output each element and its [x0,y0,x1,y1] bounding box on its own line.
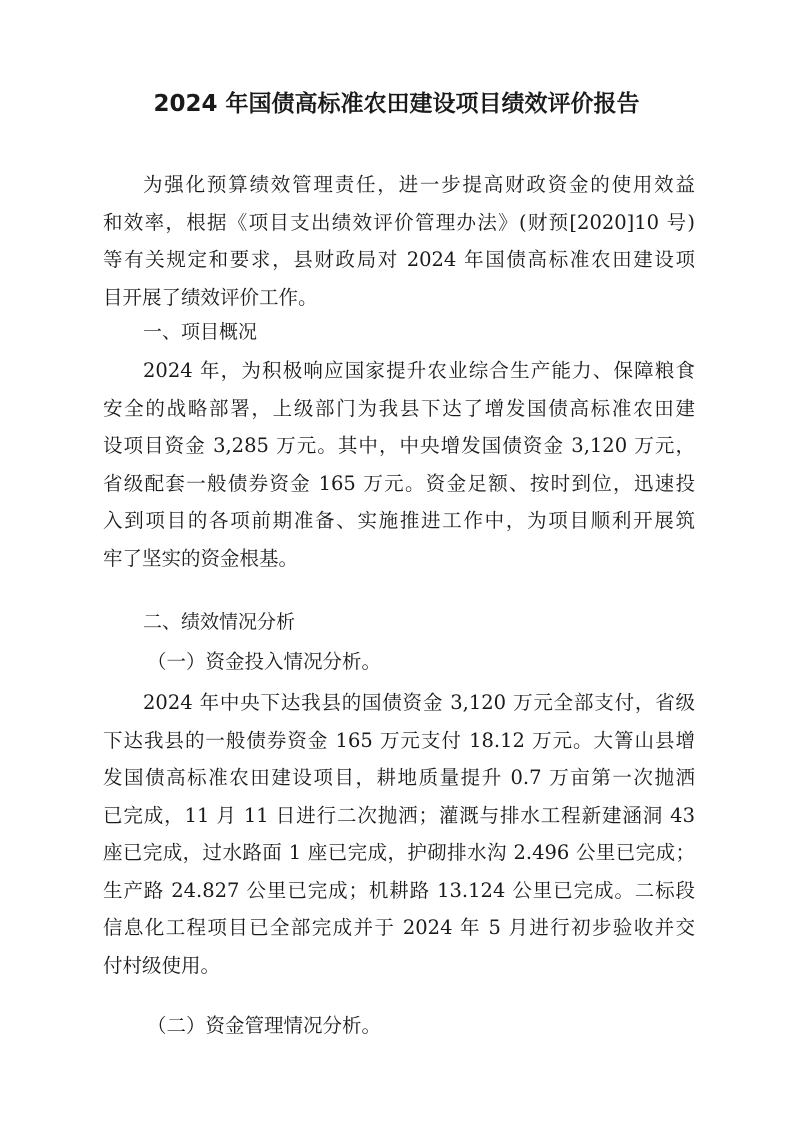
subsection-heading-funding-management: （二）资金管理情况分析。 [147,1014,382,1037]
text-line: 入到项目的各项前期准备、实施推进工作中，为项目顺利开展筑 [103,509,695,532]
section1-paragraph [103,352,695,577]
document-title: 2024 年国债高标准农田建设项目绩效评价报告 [153,91,640,117]
section-heading-performance-analysis: 二、绩效情况分析 [143,611,296,633]
text-line: 发国债高标准农田建设项目，耕地质量提升 0.7 万亩第一次抛洒 [103,766,695,789]
text-line: 生产路 24.827 公里已完成；机耕路 13.124 公里已完成。二标段 [103,878,695,902]
text-line: 省级配套一般债券资金 165 万元。资金足额、按时到位，迅速投 [103,471,695,495]
section-heading-project-overview: 一、项目概况 [143,321,258,343]
text-line: 信息化工程项目已全部完成并于 2024 年 5 月进行初步验收并交 [103,916,695,939]
text-line: 下达我县的一般债券资金 165 万元支付 18.12 万元。大箐山县增 [103,728,695,752]
text-line: 2024 年中央下达我县的国债资金 3,120 万元全部支付，省级 [143,691,695,714]
text-line: 为强化预算绩效管理责任，进一步提高财政资金的使用效益 [143,173,695,196]
text-line: 付村级使用。 [103,953,221,977]
text-line: 已完成，11 月 11 日进行二次抛洒；灌溉与排水工程新建涵洞 43 [103,803,695,827]
subsection1-paragraph [103,684,695,984]
text-line: 座已完成，过水路面 1 座已完成，护砌排水沟 2.496 公里已完成； [103,841,695,864]
text-line: 2024 年，为积极响应国家提升农业综合生产能力、保障粮食 [143,359,695,382]
intro-paragraph [103,166,695,316]
text-line: 目开展了绩效评价工作。 [103,285,318,309]
text-line: 和效率，根据《项目支出绩效评价管理办法》(财预[2020]10 号) [103,210,695,234]
text-line: 牢了坚实的资金根基。 [103,546,299,570]
text-line: 等有关规定和要求，县财政局对 2024 年国债高标准农田建设项 [103,248,695,271]
text-line: 设项目资金 3,285 万元。其中，中央增发国债资金 3,120 万元， [103,434,695,457]
text-line: 安全的战略部署，上级部门为我县下达了增发国债高标准农田建 [103,396,695,420]
subsection-heading-funding-input: （一）资金投入情况分析。 [147,650,382,673]
